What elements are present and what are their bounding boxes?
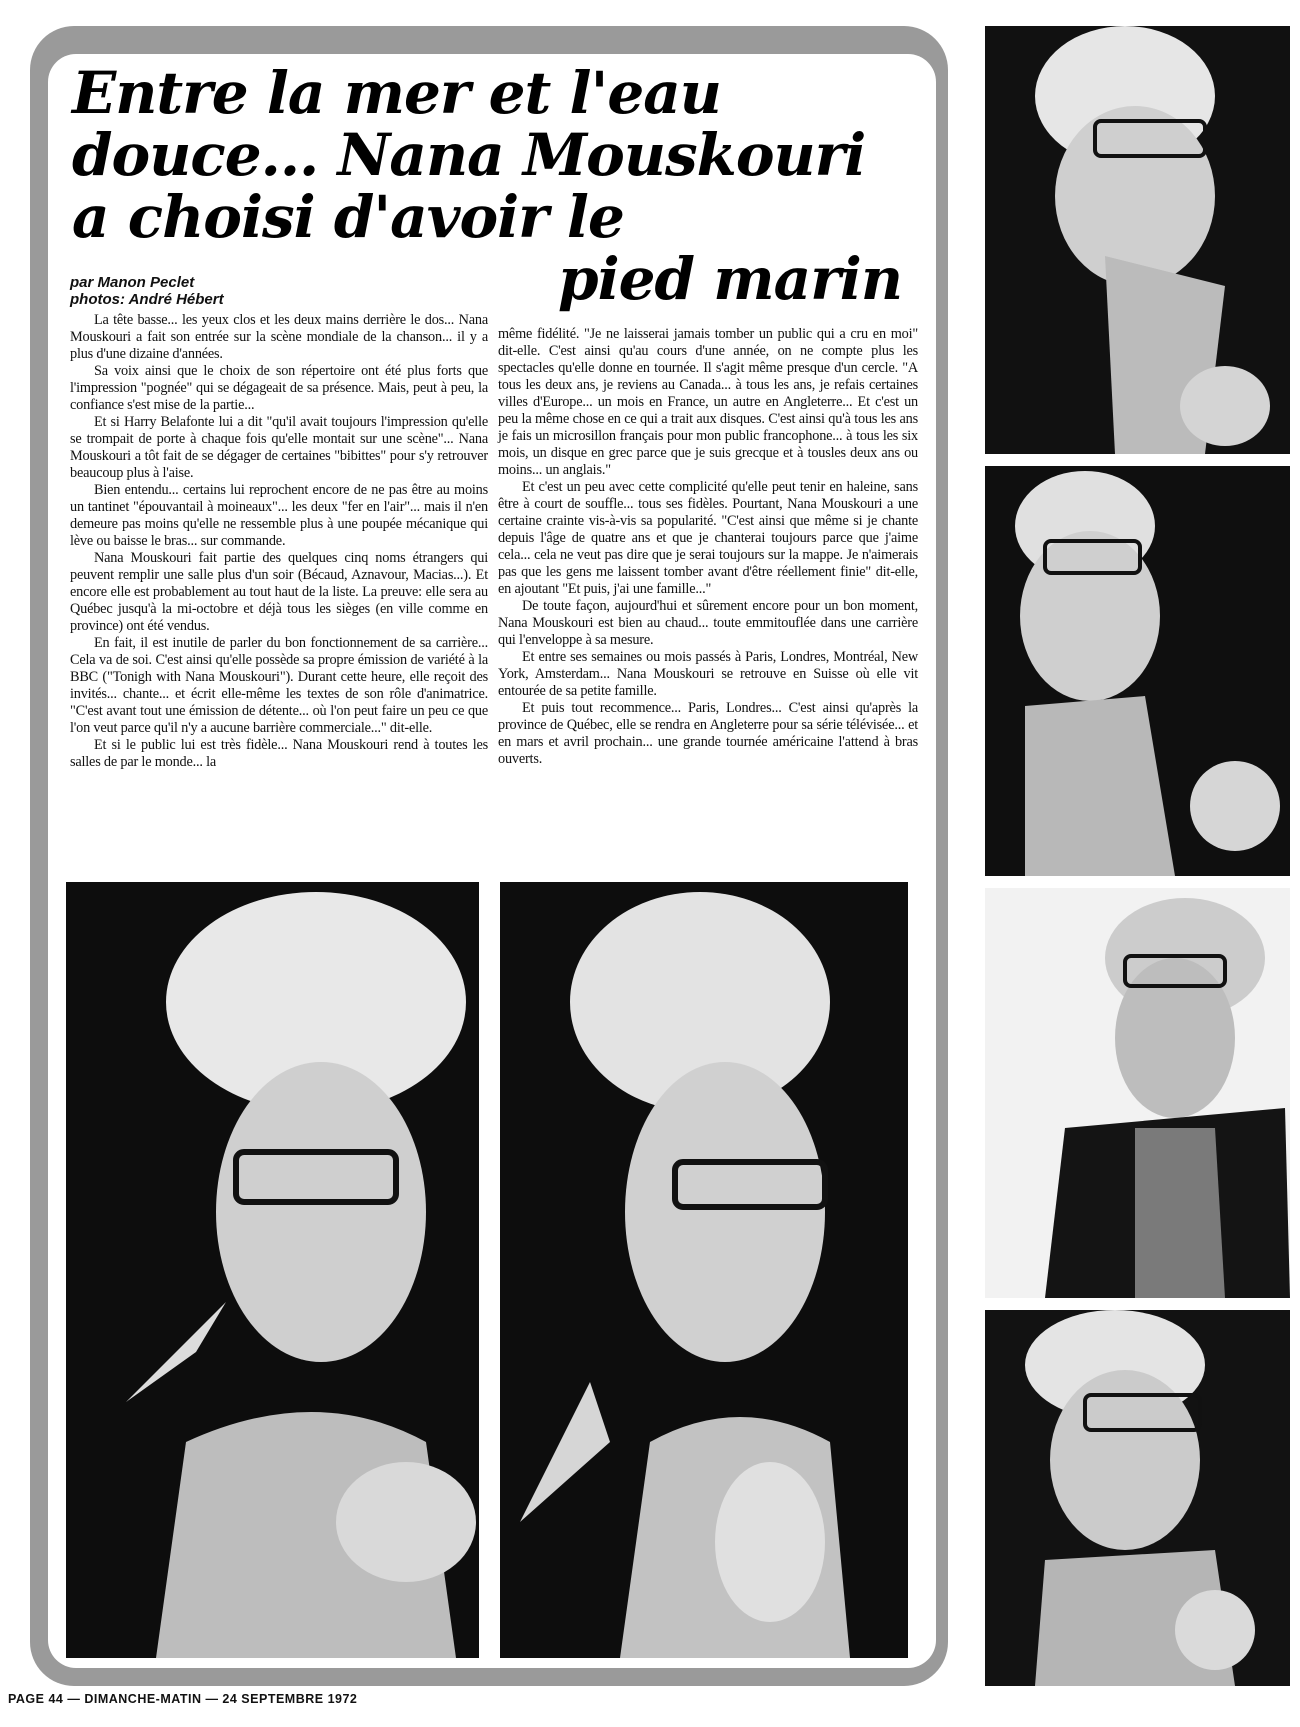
paragraph: Et entre ses semaines ou mois passés à Paris, Londres, Montréal, New York, Amsterdam... Nana Mouskouri se retrouve en Suisse où elle vit entourée de sa petite famille.: [498, 649, 918, 699]
paragraph: Et puis tout recommence... Paris, Londres... C'est ainsi qu'après la province de Québec, elle se rendra en Angleterre pour sa série télévisée... et en mars et avril prochain... une grande tournée américaine l'attend à bras ouverts.: [498, 700, 918, 767]
page-footer: PAGE 44 — DIMANCHE-MATIN — 24 SEPTEMBRE 1972: [8, 1692, 358, 1706]
paragraph: Et si le public lui est très fidèle... Nana Mouskouri rend à toutes les salles de par le monde... la: [70, 737, 488, 770]
portrait-photo-small-1: [985, 26, 1290, 454]
paragraph: Nana Mouskouri fait partie des quelques cinq noms étrangers qui peuvent remplir une salle plus d'un soir (Bécaud, Aznavour, Macias...). Et encore elle est probablement au tout haut de la liste. La preuve: elle sera au Québec jusqu'à la mi-octobre et déjà tous les sièges (en ville comme en province) ont été vendus.: [70, 550, 488, 634]
paragraph: De toute façon, aujourd'hui et sûrement encore pour un bon moment, Nana Mouskouri est bien au chaud... toute emmitouflée dans une carrière qui l'enveloppe à sa mesure.: [498, 598, 918, 648]
paragraph: La tête basse... les yeux clos et les deux mains derrière le dos... Nana Mouskouri a fait son entrée sur la scène mondiale de la chanson... il y a plus d'une dizaine d'années.: [70, 312, 488, 362]
headline-line-3: a choisi d'avoir le: [72, 183, 624, 251]
portrait-photo-small-4: [985, 1310, 1290, 1686]
portrait-photo-small-2: [985, 466, 1290, 876]
byline-photos: photos: André Hébert: [70, 291, 224, 308]
paragraph: Et si Harry Belafonte lui a dit "qu'il avait toujours l'impression qu'elle se trompait de porte à chaque fois qu'elle montait sur une scène"... Nana Mouskouri a tôt fait de se dégager de certaines "bibittes" pour s'y retrouver beaucoup plus à l'aise.: [70, 414, 488, 481]
byline-author: par Manon Peclet: [70, 274, 195, 291]
paragraph: même fidélité. "Je ne laisserai jamais tomber un public qui a cru en moi" dit-elle. C'est ainsi qu'au cours d'une année, on ne compte plus les spectacles qu'elle donne en tournée. Il s'agit même presque d'un cercle. "A tous les deux ans, je reviens au Canada... à tous les ans, je refais certaines villes d'Europe... un mois en France, un autre en Angleterre... Et c'est un peu la même chose en ce qui a trait aux disques. C'est ainsi qu'à tous les ans je fais un microsillon français pour mon public francophone... à tous les six mois, un disque en grec parce que je suis grecque et à tousles deux ans ou moins... un anglais.": [498, 326, 918, 478]
article-column-right: [498, 326, 918, 768]
byline: [70, 274, 450, 308]
paragraph: Et c'est un peu avec cette complicité qu'elle peut tenir en haleine, sans être à court de souffle... tous ses fidèles. Pourtant, Nana Mouskouri a une certaine crainte vis-à-vis sa popularité. "C'est ainsi que même si je chante depuis l'âge de quatre ans et que je chanterai toujours parce que j'aime cela... cela ne veut pas dire que je serai toujours sur la mappe. Je n'aimerais pas que les gens me laissent tomber avant d'être réellement finie" dit-elle, en ajoutant "Et puis, j'ai une famille...": [498, 479, 918, 597]
portrait-photo-small-3: [985, 888, 1290, 1298]
headline-line-2: douce... Nana Mouskouri: [72, 121, 866, 189]
paragraph: Bien entendu... certains lui reprochent encore de ne pas être au moins un tantinet "épouvantail à moineaux"... les deux "fer en l'air"... mais il n'en demeure pas moins qu'elle ne ressemble plus à une poupée mécanique qui lève ou baisse le bras... sur commande.: [70, 482, 488, 549]
paragraph: En fait, il est inutile de parler du bon fonctionnement de sa carrière... Cela va de soi. C'est ainsi qu'elle possède sa propre émission de variété à la BBC ("Tonigh with Nana Mouskouri"). Durant cette heure, elle reçoit des invités... chante... et écrit elle-même les textes de son rôle d'animatrice. "C'est avant tout une émission de détente... où l'on peut faire un peu ce que l'on veut parce qu'il n'y a aucune barrière commerciale..." dit-elle.: [70, 635, 488, 736]
headline-line-1: Entre la mer et l'eau: [72, 59, 721, 127]
article-column-left: [70, 312, 488, 771]
portrait-photo-large-1: [66, 882, 479, 1658]
portrait-photo-large-2: [500, 882, 908, 1658]
headline-line-4: pied marin: [558, 245, 902, 313]
paragraph: Sa voix ainsi que le choix de son répertoire ont été plus forts que l'impression "pognée" qui se dégageait de sa présence. Mais, peut à peu, la confiance s'est mise de la partie...: [70, 363, 488, 413]
article-headline: [72, 59, 932, 313]
